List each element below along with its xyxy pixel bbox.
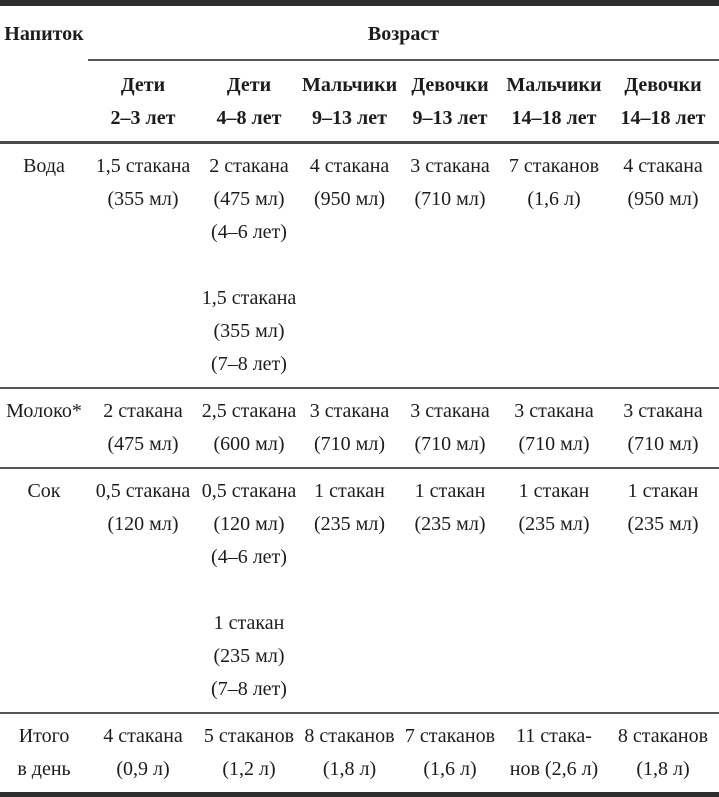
value-line: (710 мл): [414, 433, 486, 455]
value-line: (475 мл): [107, 433, 179, 455]
column-header-5: [501, 60, 607, 143]
value-line: 8 стаканов: [304, 725, 395, 747]
value-cell: [300, 713, 399, 795]
value-line: (950 мл): [627, 188, 699, 210]
stub-header-label: Напиток: [4, 23, 84, 45]
column-header-line: Девочки: [411, 74, 489, 96]
table-body: [0, 143, 719, 795]
value-cell: [88, 388, 198, 468]
value-line: (0,9 л): [116, 758, 170, 780]
row-label-line: Вода: [23, 155, 65, 177]
value-line: (710 мл): [314, 433, 385, 455]
value-line: 1 стакан: [314, 480, 385, 502]
value-line: 3 стакана: [309, 400, 390, 422]
column-header-line: 14–18 лет: [620, 107, 706, 129]
value-cell: [198, 468, 300, 713]
value-line: 1 стакан: [627, 480, 699, 502]
value-cell: [501, 713, 607, 795]
value-line: 8 стаканов: [617, 725, 709, 747]
value-cell: [300, 468, 399, 713]
value-line: 1 стакан: [518, 480, 590, 502]
value-line: 4 стакана: [309, 155, 390, 177]
value-cell: [198, 388, 300, 468]
value-line: 1,5 стакана: [201, 287, 297, 309]
column-header-4: [399, 60, 501, 143]
value-line: (120 мл): [213, 513, 285, 535]
value-line: 0,5 стакана: [95, 480, 191, 502]
column-header-line: Мальчики: [506, 74, 602, 96]
blank-line: [200, 249, 298, 282]
row-label-line: Итого: [18, 725, 70, 747]
value-cell: [399, 468, 501, 713]
value-line: 3 стакана: [410, 155, 490, 177]
value-line: 3 стакана: [623, 400, 703, 422]
table-row: [0, 388, 719, 468]
value-cell: [88, 143, 198, 389]
value-cell: [501, 468, 607, 713]
value-cell: [399, 713, 501, 795]
column-header-line: 14–18 лет: [511, 107, 597, 129]
value-line: (235 мл): [627, 513, 699, 535]
value-line: 4 стакана: [103, 725, 183, 747]
value-cell: [198, 143, 300, 389]
value-line: 7 стаканов: [508, 155, 600, 177]
age-columns-row: [0, 60, 719, 143]
table-row: [0, 713, 719, 795]
value-cell: [300, 388, 399, 468]
value-line: (1,2 л): [222, 758, 276, 780]
column-header-1: [88, 60, 198, 143]
value-cell: [300, 143, 399, 389]
value-line: (1,6 л): [527, 188, 581, 210]
row-label-line: Сок: [27, 480, 61, 502]
value-line: (355 мл): [213, 320, 285, 342]
value-line: 0,5 стакана: [201, 480, 297, 502]
value-line: (950 мл): [314, 188, 385, 210]
value-line: (1,8 л): [636, 758, 690, 780]
value-line: 7 стаканов: [404, 725, 496, 747]
value-line: (355 мл): [107, 188, 179, 210]
value-line: (4–6 лет): [211, 221, 287, 243]
column-header-line: Дети: [120, 74, 166, 96]
value-cell: [501, 143, 607, 389]
value-cell: [607, 468, 719, 713]
value-line: 2 стакана: [103, 400, 183, 422]
value-cell: [198, 713, 300, 795]
value-cell: [399, 388, 501, 468]
value-line: (600 мл): [213, 433, 285, 455]
value-cell: [607, 713, 719, 795]
column-header-line: 9–13 лет: [312, 107, 387, 129]
value-line: 1 стакан: [213, 612, 285, 634]
column-header-line: Дети: [226, 74, 272, 96]
value-line: 3 стакана: [410, 400, 490, 422]
value-line: (4–6 лет): [211, 546, 287, 568]
row-label: [0, 388, 88, 468]
value-line: 1,5 стакана: [95, 155, 191, 177]
group-header-row: [0, 3, 719, 60]
value-cell: [501, 388, 607, 468]
value-cell: [88, 713, 198, 795]
column-header-line: 2–3 лет: [110, 107, 176, 129]
value-line: (710 мл): [627, 433, 699, 455]
value-line: (235 мл): [213, 645, 285, 667]
value-line: 2,5 стакана: [201, 400, 297, 422]
column-header-line: 4–8 лет: [216, 107, 282, 129]
value-line: 1 стакан: [414, 480, 486, 502]
value-line: (1,6 л): [423, 758, 477, 780]
value-line: (710 мл): [414, 188, 486, 210]
value-cell: [399, 143, 501, 389]
row-label-line: в день: [17, 758, 71, 780]
table-header: [0, 3, 719, 143]
value-line: 11 стака-: [516, 725, 592, 747]
row-label-line: Молоко*: [6, 400, 82, 422]
column-header-2: [198, 60, 300, 143]
value-line: (710 мл): [518, 433, 590, 455]
value-line: 2 стакана: [209, 155, 289, 177]
value-line: 3 стакана: [514, 400, 594, 422]
age-group-label: Возраст: [367, 23, 440, 45]
age-group-header: [88, 3, 719, 60]
value-line: 5 стаканов: [203, 725, 295, 747]
column-header-3: [300, 60, 399, 143]
row-label: [0, 143, 88, 389]
value-line: (1,8 л): [322, 758, 377, 780]
value-line: (7–8 лет): [211, 353, 287, 375]
table-row: [0, 468, 719, 713]
column-header-line: Девочки: [624, 74, 702, 96]
value-cell: [88, 468, 198, 713]
value-line: (235 мл): [414, 513, 486, 535]
value-line: 4 стакана: [623, 155, 703, 177]
column-header-line: Мальчики: [302, 74, 398, 96]
value-line: (235 мл): [314, 513, 385, 535]
stub-header: [0, 3, 88, 143]
blank-line: [200, 574, 298, 607]
column-header-line: 9–13 лет: [412, 107, 488, 129]
value-line: (475 мл): [213, 188, 285, 210]
row-label: [0, 713, 88, 795]
value-line: (7–8 лет): [211, 678, 287, 700]
table-row: [0, 143, 719, 389]
value-line: (120 мл): [107, 513, 179, 535]
value-cell: [607, 143, 719, 389]
column-header-6: [607, 60, 719, 143]
row-label: [0, 468, 88, 713]
value-line: (235 мл): [518, 513, 590, 535]
value-line: нов (2,6 л): [509, 758, 599, 780]
value-cell: [607, 388, 719, 468]
